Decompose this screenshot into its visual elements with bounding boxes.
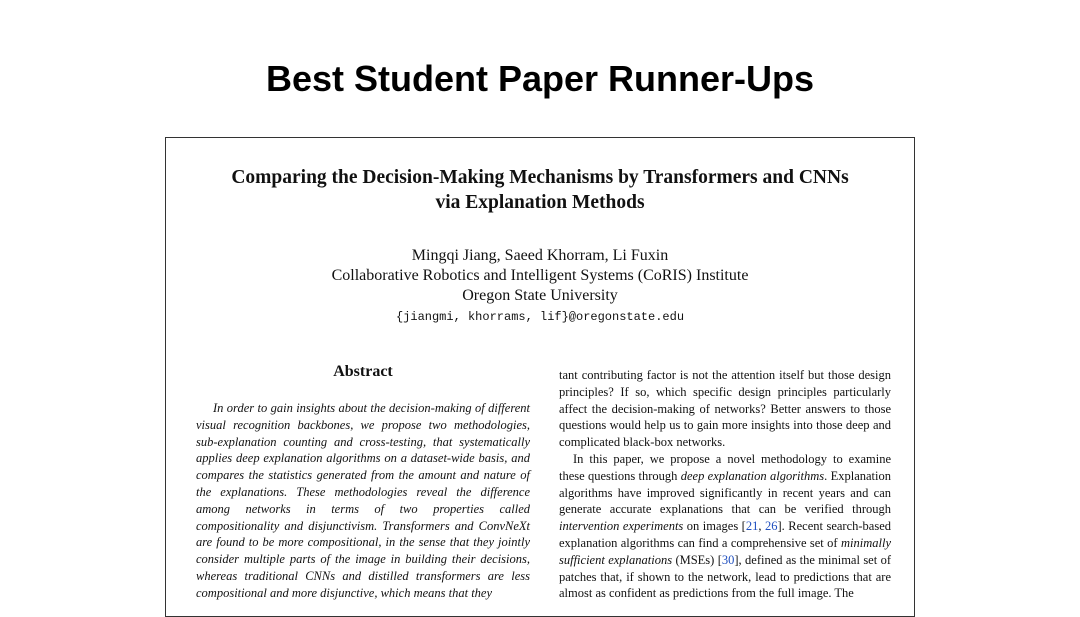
citation-link-21[interactable]: 21 <box>745 519 759 534</box>
abstract-text: In order to gain insights about the decision-making of different visual recognition backbones, we propose two methodologies, sub-explanation counting and cross-testing, that systematically applies deep explanation algorithms on a dataset-wide basis, and compares the statistics generated from the amount and nature of the explanations. These methodologies reveal the difference among networks in terms of two properties called compositionality and disjunctivism. Transformers and ConvNeXt are found to be more compositional, in the sense that they jointly consider multiple parts of the image in building their decisions, whereas traditional CNNs and distilled transformers are less compositional and more disjunctive, which means that they <box>196 401 530 600</box>
text-span: . Explanation algorithms have improved significantly in recent years and can generate accurate explanations that can be verified through <box>559 468 891 517</box>
text-span: on images [ <box>683 519 746 534</box>
text-span: In this paper, we propose a novel methodology to examine these questions through <box>559 451 891 483</box>
text-span: , <box>758 519 765 534</box>
authors: Mingqi Jiang, Saeed Khorram, Li Fuxin <box>411 247 669 264</box>
affiliation-institute: Collaborative Robotics and Intelligent Systems (CoRIS) Institute <box>331 267 749 284</box>
citation-link-26[interactable]: 26 <box>764 519 778 534</box>
paper-title <box>166 165 914 215</box>
paper-title-line-2: via Explanation Methods <box>435 192 645 213</box>
paper-title-line-1: Comparing the Decision-Making Mechanisms by Transformers and CNNs <box>231 167 849 188</box>
paper-preview <box>165 137 915 617</box>
right-paragraph-2 <box>559 451 891 602</box>
abstract-heading: Abstract <box>333 363 393 380</box>
right-column <box>559 367 891 602</box>
text-span: ]. Recent search-based explanation algorithms can find a comprehensive set of <box>559 519 892 550</box>
affiliation-university: Oregon State University <box>462 287 618 304</box>
emphasis-intervention: intervention experiments <box>559 519 684 534</box>
emphasis-mse: minimally sufficient explanations <box>559 535 891 567</box>
emphasis-deep-explanation: deep explanation algorithms <box>680 468 825 483</box>
text-span: ], defined as the minimal set of patches that, if shown to the network, lead to predictions that are almost as confident as predictions from the full image. The <box>559 552 891 601</box>
text-span: (MSEs) [ <box>672 552 722 567</box>
right-paragraph-1: tant contributing factor is not the attention itself but those design principles? If so, which specific design principles particularly affect the decision-making of networks? Better answers to those questions would help us to gain more insights into those deep and complicated black-box networks. <box>559 368 891 450</box>
citation-link-30[interactable]: 30 <box>721 552 735 567</box>
author-email: {jiangmi, khorrams, lif}@oregonstate.edu <box>395 310 685 324</box>
slide-title: Best Student Paper Runner-Ups <box>265 58 815 99</box>
author-block <box>166 246 914 328</box>
